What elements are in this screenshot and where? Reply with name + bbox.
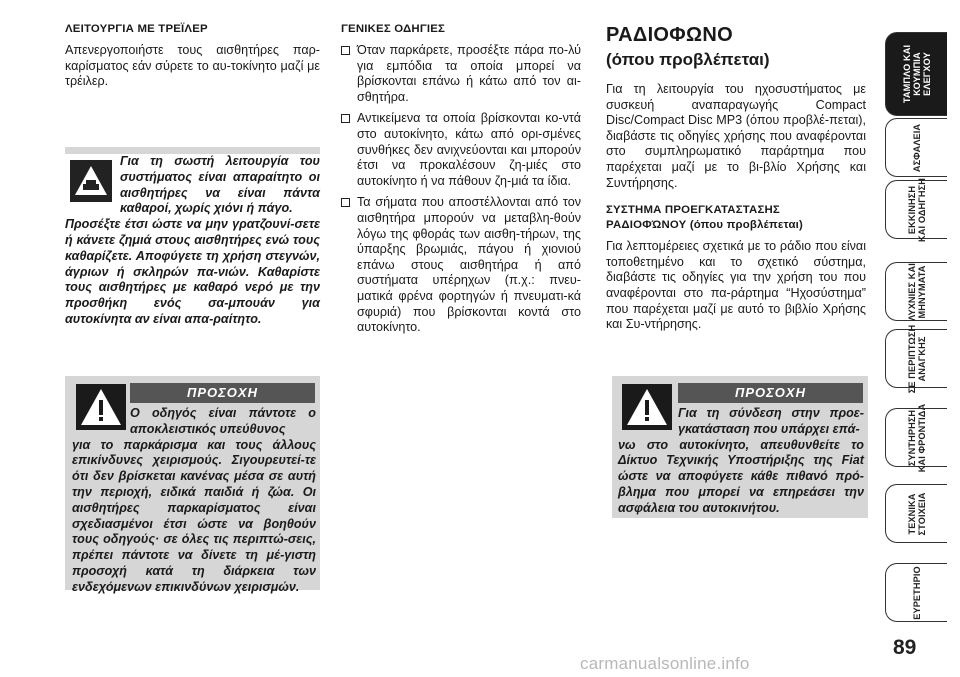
fiat-warning-text — [618, 406, 864, 517]
tab-safety[interactable]: ΑΣΦΑΛΕΙΑ — [885, 118, 947, 177]
fiat-warning-first-lines: Για τη σύνδεση στην προε-γκατάσταση που υπάρχει επά- — [678, 406, 864, 436]
instruction-bullet-3: Τα σήματα που αποστέλλονται από τον αισθητήρα μπορούν να μεταβλη-θούν λόγω της φθοράς των αισθη-τήρων, της ύπαρξης βρωμιάς, πάγου ή χιονιού επάνω στους αισθητήρα ή από συστήματα υπέρηχων (π.χ.: πνευ-ματικά φρένα φορτηγών ή πνευματι-κά σφυριά) που βρίσκονται κοντά στο αυτοκίνητο. — [341, 195, 581, 335]
radio-paragraph: Για τη λειτουργία του ηχοσυστήματος με συσκευή αναπαραγωγής Compact Disc/Compact Disc MP3 (όπου προβλέ-πεται), διαβάστε τις οδηγίες χρήσης που αναφέρονται στο συμπληρωματικό παράρτημα που παρέχεται μαζί με το βι-βλίο Χρήσης και Συντήρησης. — [606, 82, 866, 190]
column-middle — [341, 22, 581, 342]
watermark: carmanualsonline.info — [580, 654, 750, 673]
tab-technical-data[interactable]: ΤΕΧΝΙΚΑ ΣΤΟΙΧΕΙΑ — [885, 484, 947, 543]
tab-maintenance-care[interactable]: ΣΥΝΤΗΡΗΣΗ ΚΑΙ ΦΡΟΝΤΙΔΑ — [885, 408, 947, 467]
warning-label-1: ΠΡΟΣΟΧΗ — [130, 383, 315, 403]
cleaning-note-box — [65, 147, 320, 154]
column-left — [65, 22, 320, 90]
instruction-bullet-1: Όταν παρκάρετε, προσέξτε πάρα πο-λύ για εμπόδια τα οποία μπορεί να βρίσκονται επάνω ή κάτω από τον αι-σθητήρα. — [341, 43, 581, 105]
preinstall-paragraph: Για λεπτομέρειες σχετικά με το ράδιο που είναι τοποθετημένο και το σχετικό σύστημα, διαβάστε τις οδηγίες για την χρήση του που αναφέρονται στο πα-ράρτημα “Ηχοσύστημα” που παρέχεται μαζί με αυτό το βιβλίο Χρήσης και Συ-ντήρησης. — [606, 239, 866, 332]
page-number: 89 — [893, 636, 917, 659]
preinstall-heading-line1: ΣΥΣΤΗΜΑ ΠΡΟΕΓΚΑΤΑΣΤΑΣΗΣ — [606, 204, 780, 217]
cleaning-note-text — [65, 154, 320, 328]
trailer-paragraph: Απενεργοποιήστε τους αισθητήρες παρ-καρίσματος εάν σύρετε το αυ-τοκίνητο μαζί με τρέιλερ. — [65, 43, 320, 89]
driver-warning-first-lines: Ο οδηγός είναι πάντοτε ο αποκλειστικός υπεύθυνος — [130, 406, 316, 436]
tab-dashboard-controls[interactable]: ΤΑΜΠΛΟ ΚΑΙ ΚΟΥΜΠΙΑ ΕΛΕΓΧΟΥ — [885, 32, 947, 116]
general-instructions-heading: ΓΕΝΙΚΕΣ ΟΔΗΓΙΕΣ — [341, 23, 446, 35]
tab-starting-driving[interactable]: ΕΚΚΙΝΗΣΗ ΚΑΙ ΟΔΗΓΗΣΗ — [885, 180, 947, 239]
fiat-warning-rest: νω στο αυτοκίνητο, απευθυνθείτε το Δίκτυο Τεχνικής Υποστήριξης της Fiat ώστε να αποφύγετε κάθε πιθανό πρό-βλημα που μπορεί να επηρεάσει την ασφάλεια του αυτοκινήτου. — [618, 437, 864, 515]
tab-lights-messages[interactable]: ΛΥΧΝΙΕΣ ΚΑΙ ΜΗΝΥΜΑΤΑ — [885, 262, 947, 321]
trailer-heading: ΛΕΙΤΟΥΡΓΙΑ ΜΕ ΤΡΕΪΛΕΡ — [65, 23, 208, 35]
radio-title: ΡΑΔΙΟΦΩΝΟ — [606, 24, 733, 46]
cleaning-note-first-lines: Για τη σωστή λειτουργία του συστήματος είναι απαραίτητο οι αισθητήρες να είναι πάντα καθαροί, χωρίς χιόνι ή πάγο. — [120, 154, 320, 216]
instruction-bullet-2: Αντικείμενα τα οποία βρίσκονται κο-ντά στο αυτοκίνητο, κάτω από ορι-σμένες συνθήκες δεν ανιχνεύονται και μπορούν έτσι να προκαλέσουν ζη-μιές στο αυτοκίνητο ή να πάθουν ζη-μιά τα ίδια. — [341, 111, 581, 189]
driver-warning-rest: για το παρκάρισμα και τους άλλους επικίνδυνες χειρισμούς. Σιγουρευτεί-τε ότι δεν βρίσκεται κανένας μέσα σε αυτή την περιοχή, ειδικά παιδιά ή ζώα. Οι αισθητήρες παρκαρίσματος είναι σχεδιασμένοι έτσι ώστε να βοηθούν τους οδηγούς· σε όλες τις περιπτώ-σεις, πρέπει πάντοτε να δίνετε τη μέ-γιστη προσοχή κατά τη διάρκεια των ενδεχόμενων επικινδύνων χειρισμών. — [72, 437, 316, 594]
warning-label-2: ΠΡΟΣΟΧΗ — [678, 383, 863, 403]
cleaning-note-rest: Προσέξτε έτσι ώστε να μην γρατζουνί-σετε ή κάνετε ζημιά στους αισθητήρες ενώ τους καθαρίζετε. Αποφύγετε τη χρήση στεγνών, άγριων ή σκληρών πα-νιών. Καθαρίστε τους αισθητήρες με καθαρό νερό με την προσθήκη ενός σα-μπουάν για αυτοκίνητα αν είναι απα-ραίτητο. — [65, 217, 320, 326]
column-right — [606, 22, 866, 333]
tab-emergency[interactable]: ΣΕ ΠΕΡΙΠΤΩΣΗ ΑΝΑΓΚΗΣ — [885, 329, 947, 388]
tab-index[interactable]: ΕΥΡΕΤΗΡΙΟ — [885, 563, 947, 622]
radio-subtitle: (όπου προβλέπεται) — [606, 50, 770, 69]
driver-warning-text — [72, 406, 316, 596]
preinstall-heading-line2: ΡΑΔΙΟΦΏΝΟΥ (όπου προβλέπεται) — [606, 219, 804, 232]
